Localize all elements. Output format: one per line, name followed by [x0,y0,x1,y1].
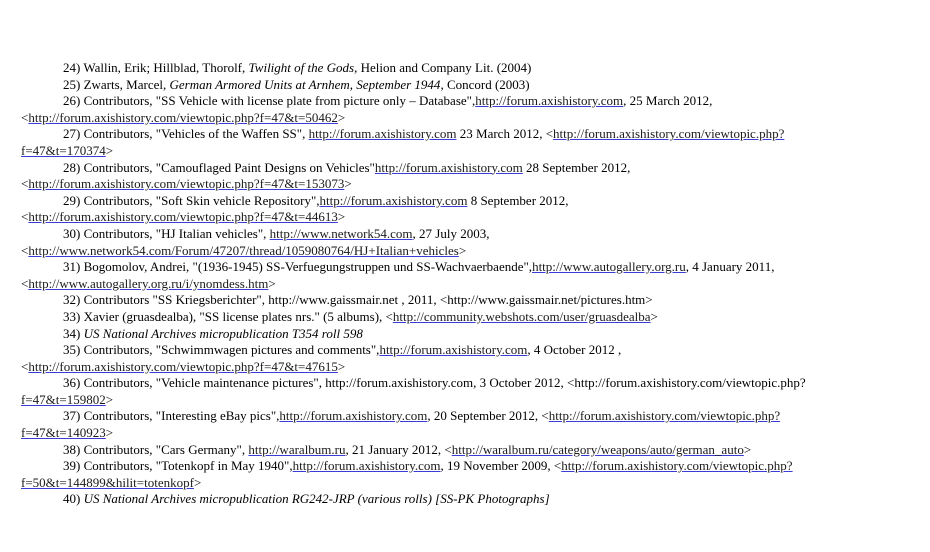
reference-text: , 27 July 2003, [412,225,490,241]
reference-link[interactable]: http://forum.axishistory.com [374,159,523,175]
reference-text: 33) Xavier (gruasdealba), "SS license plates nrs." (5 albums), < [63,308,393,324]
reference-text: 32) Contributors "SS Kriegsberichter", http://www.gaissmair.net , 2011, <http://www.gaissmair.net/pictures.htm> [63,292,653,308]
reference-link[interactable]: http://forum.axishistory.com/viewtopic.php? [561,458,793,474]
reference-24 [21,60,907,77]
reference-text: < [21,109,29,125]
reference-link[interactable]: http://forum.axishistory.com/viewtopic.php?f=47&t=47615 [28,358,338,374]
reference-text: 28 September 2012, [522,159,631,175]
reference-text: 31) Bogomolov, Andrei, "(1936-1945) SS-Verfuegungstruppen und SS-Wachvaerbaende", [63,259,533,275]
reference-33 [21,309,907,326]
reference-list [21,60,907,508]
reference-37 [21,408,907,441]
reference-text: > [344,176,352,192]
reference-text: 40) [63,491,84,507]
reference-text: > [458,242,467,258]
reference-link[interactable]: http://forum.axishistory.com [308,126,457,142]
reference-text: 25) Zwarts, Marcel, [63,76,170,92]
reference-text: , Helion and Company Lit. (2004) [354,60,532,75]
reference-link[interactable]: http://waralbum.ru/category/weapons/auto/german_auto [451,441,744,457]
reference-text: < [21,176,29,192]
reference-title-italic: US National Archives micropublication T354 roll 598 [83,325,363,341]
reference-25 [21,77,907,94]
reference-link[interactable]: http://forum.axishistory.com/viewtopic.php? [553,126,785,142]
reference-38 [21,442,907,459]
reference-text: < [21,358,29,374]
reference-text: > [105,391,114,407]
reference-text: > [105,425,114,441]
reference-text: , 19 November 2009, < [440,458,562,474]
reference-title-italic: US National Archives micropublication RG242-JRP (various rolls) [SS-PK Photographs] [83,491,550,507]
reference-text: 8 September 2012, [467,192,569,208]
reference-29 [21,193,907,226]
reference-link[interactable]: http://forum.axishistory.com [292,458,441,474]
reference-text: 29) Contributors, "Soft Skin vehicle Repository", [63,192,320,208]
reference-32 [21,292,907,309]
reference-text: 35) Contributors, "Schwimmwagen pictures and comments", [63,342,380,358]
reference-text: > [105,142,114,158]
reference-title-italic: Twilight of the Gods [248,60,355,75]
reference-link[interactable]: http://forum.axishistory.com/viewtopic.php?f=47&t=153073 [28,176,345,192]
reference-text: 24) Wallin, Erik; Hillblad, Thorolf, [63,60,249,75]
reference-link[interactable]: http://forum.axishistory.com [475,93,624,109]
reference-text: 26) Contributors, "SS Vehicle with license plate from picture only – Database", [63,93,476,109]
reference-text: , 20 September 2012, < [427,408,549,424]
reference-link[interactable]: http://forum.axishistory.com [379,342,528,358]
reference-link[interactable]: http://forum.axishistory.com/viewtopic.php?f=47&t=44613 [28,209,338,225]
reference-link[interactable]: http://community.webshots.com/user/gruasdealba [392,308,651,324]
reference-link[interactable]: f=47&t=159802 [21,391,106,407]
reference-text: > [337,109,346,125]
reference-link[interactable]: f=47&t=140923 [21,425,106,441]
reference-text: 39) Contributors, "Totenkopf in May 1940", [63,458,293,474]
reference-26 [21,93,907,126]
reference-text: 34) [63,325,84,341]
reference-link[interactable]: http://forum.axishistory.com [279,408,428,424]
reference-text: , 21 January 2012, < [345,441,452,457]
reference-text: , 4 October 2012 , [527,342,622,358]
reference-27 [21,126,907,159]
reference-text: 27) Contributors, "Vehicles of the Waffen SS", [63,126,309,142]
reference-link[interactable]: http://waralbum.ru [248,441,346,457]
reference-34 [21,326,907,343]
reference-text: > [337,209,346,225]
reference-35 [21,342,907,375]
reference-link[interactable]: f=50&t=144899&hilit=totenkopf [21,474,194,490]
reference-text: 37) Contributors, "Interesting eBay pics", [63,408,280,424]
reference-link[interactable]: http://www.network54.com/Forum/47207/thread/1059080764/HJ+Italian+vehicles [28,242,459,258]
reference-link[interactable]: http://www.autogallery.org.ru/i/ynomdess.htm [28,275,269,291]
reference-text: 23 March 2012, < [456,126,554,142]
reference-text: , 25 March 2012, [623,93,713,109]
reference-text: 30) Contributors, "HJ Italian vehicles", [63,225,270,241]
reference-text: < [21,275,29,291]
reference-text: < [21,209,29,225]
reference-text: > [337,358,346,374]
reference-28 [21,160,907,193]
reference-30 [21,226,907,259]
reference-text: , 4 January 2011, [685,259,775,275]
reference-text: > [193,474,202,490]
reference-36 [21,375,907,408]
reference-link[interactable]: f=47&t=170374 [21,142,106,158]
reference-text: 38) Contributors, "Cars Germany", [63,441,249,457]
reference-link[interactable]: http://www.autogallery.org.ru [532,259,686,275]
reference-text: , Concord (2003) [440,76,530,92]
reference-text: > [650,308,658,324]
reference-text: > [268,275,276,291]
reference-text: 28) Contributors, "Camouflaged Paint Designs on Vehicles" [63,159,375,175]
reference-text: 36) Contributors, "Vehicle maintenance pictures", http://forum.axishistory.com, 3 October 2012, <http://forum.axishistory.com/viewtopic.php? [63,375,806,391]
reference-link[interactable]: http://www.network54.com [269,225,413,241]
reference-39 [21,458,907,491]
reference-title-italic: German Armored Units at Arnhem, September 1944 [169,76,441,92]
reference-text: < [21,242,29,258]
reference-text: > [743,441,752,457]
reference-31 [21,259,907,292]
reference-link[interactable]: http://forum.axishistory.com/viewtopic.php? [548,408,781,424]
reference-link[interactable]: http://forum.axishistory.com/viewtopic.php?f=47&t=50462 [28,109,338,125]
reference-link[interactable]: http://forum.axishistory.com [319,192,468,208]
reference-40 [21,491,907,508]
